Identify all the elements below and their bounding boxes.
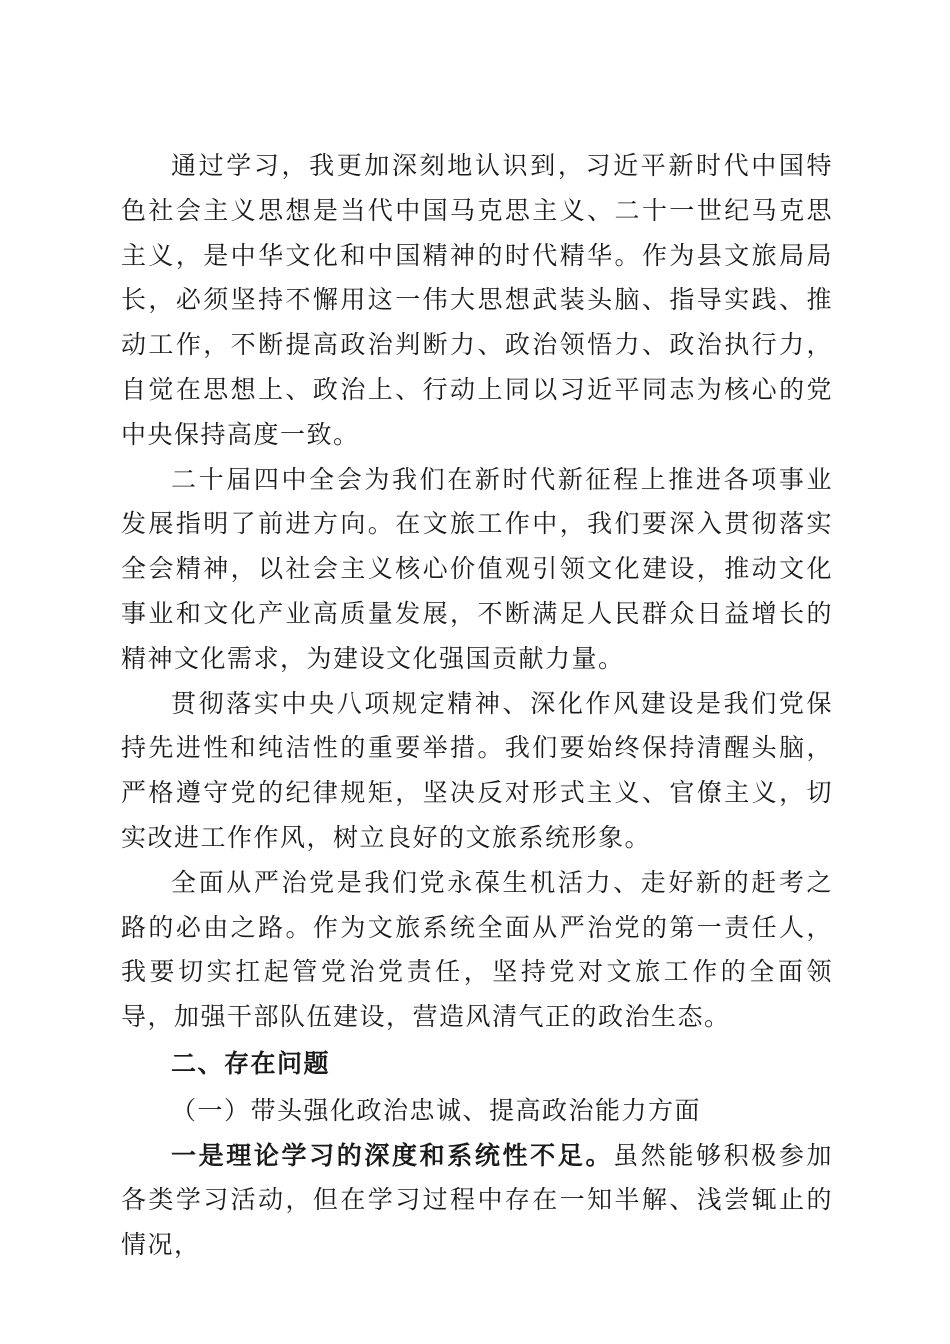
paragraph-lead-sentence: 一是理论学习的深度和系统性不足。 xyxy=(171,1140,614,1170)
paragraph-fourth-plenum: 二十届四中全会为我们在新时代新征程上推进各项事业发展指明了前进方向。在文旅工作中，我们要深入贯彻落实全会精神，以社会主义核心价值观引领文化建设，推动文化事业和文化产业高质量发展，不断满足人民群众日益增长的精神文化需求，为建设文化强国贡献力量。 xyxy=(121,464,833,673)
paragraph-study-understanding: 通过学习，我更加深刻地认识到，习近平新时代中国特色社会主义思想是当代中国马克思主义、二十一世纪马克思主义，是中华文化和中国精神的时代精华。作为县文旅局局长，必须坚持不懈用这一伟大思想武装头脑、指导实践、推动工作，不断提高政治判断力、政治领悟力、政治执行力，自觉在思想上、政治上、行动上同以习近平同志为核心的党中央保持高度一致。 xyxy=(121,151,833,449)
subsection-heading: （一）带头强化政治忠诚、提高政治能力方面 xyxy=(171,1095,702,1125)
document-body xyxy=(121,144,833,1268)
paragraph-party-governance: 全面从严治党是我们党永葆生机活力、走好新的赶考之路的必由之路。作为文旅系统全面从严治党的第一责任人，我要切实扛起管党治党责任，坚持党对文旅工作的全面领导，加强干部队伍建设，营造风清气正的政治生态。 xyxy=(121,867,833,1032)
section-heading: 二、存在问题 xyxy=(171,1048,331,1078)
paragraph-body-text: 虽然能够积极参加各类学习活动，但在学习过程中存在一知半解、浅尝辄止的情况， xyxy=(121,1140,833,1260)
paragraph-theory-study xyxy=(121,1134,833,1268)
paragraph-eight-regulations: 贯彻落实中央八项规定精神、深化作风建设是我们党保持先进性和纯洁性的重要举措。我们要始终保持清醒头脑，严格遵守党的纪律规矩，坚决反对形式主义、官僚主义，切实改进工作作风，树立良好的文旅系统形象。 xyxy=(121,688,833,852)
